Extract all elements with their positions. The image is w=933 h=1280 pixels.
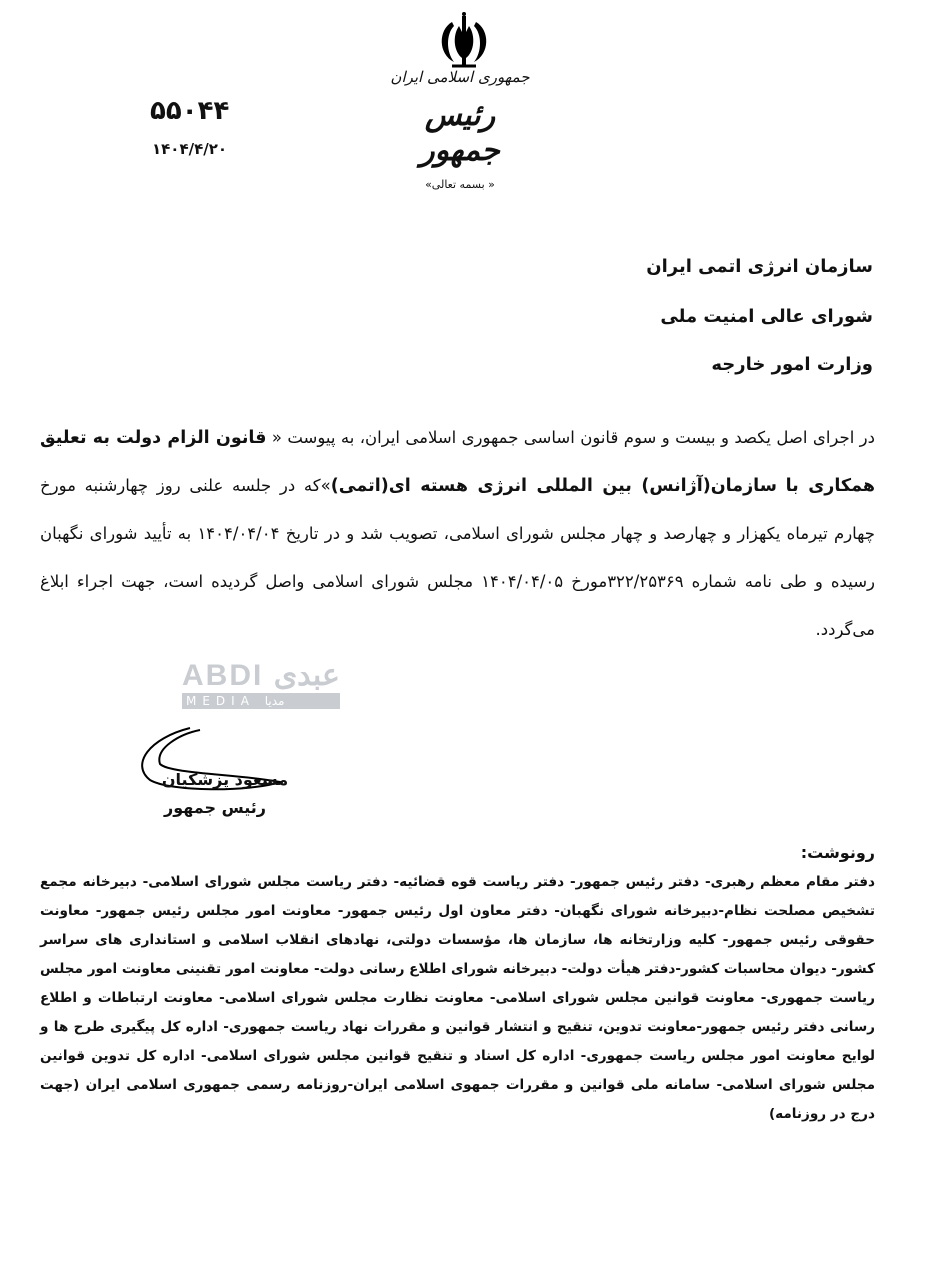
cc-line: مصلحت نظام-دبیرخانه شورای نگهبان- دفتر معاون اول رئیس جمهور- معاونت امور مجلس رئیس جمهور- معاونت حقوقی رئیس جمهور- <box>40 903 876 948</box>
recipient: سازمان انرژی اتمی ایران <box>646 256 873 277</box>
signatory-title: رئیس جمهور <box>164 798 266 817</box>
letter-body <box>40 414 875 654</box>
cc-line: جمهوری اسلامی ایران (جهت درج در روزنامه) <box>40 1077 875 1122</box>
signature-area <box>40 658 875 828</box>
signatory-name: مسعود پزشکیان <box>161 770 289 789</box>
cc-list <box>40 868 875 1129</box>
cc-line: و مقررات نهاد ریاست جمهوری- اداره کل پیگیری طرح ها و لوایح معاونت امور مجلس ریاست جمهوری- اداره کل اسناد و تنقیح قوانین <box>40 1019 875 1064</box>
iran-emblem-icon <box>432 12 496 70</box>
body-line-3: مجلس شورای اسلامی، تصویب شد و در تاریخ ۱۴۰۴/۰۴/۰۴ به تأیید شورای نگهبان رسیده و طی نامه شماره ۳۲۲/۲۵۳۶۹مورخ <box>40 524 875 591</box>
letter-number: ۵۵۰۴۴ <box>150 96 230 126</box>
cc-line: کلیه وزارتخانه ها، سازمان ها، مؤسسات دولتی، نهادهای انقلاب اسلامی و استانداری های سراسر کشور- دیوان محاسبات کشور-دفتر هیأت <box>40 932 875 977</box>
law-title: قانون الزام دولت به تعلیق همکاری با <box>40 428 875 496</box>
invocation: « بسمه تعالی» <box>425 178 495 191</box>
cc-line: مجلس شورای اسلامی- اداره کل تدوین قوانین مجلس شورای اسلامی- سامانه ملی قوانین و مقررات جمهوی اسلامی ایران-روزنامه رسمی <box>40 1048 876 1093</box>
letter-date: ۱۴۰۴/۴/۲۰ <box>152 140 228 158</box>
watermark-brand: ABDI <box>182 659 264 692</box>
watermark-sub: MEDIA <box>186 694 255 708</box>
recipient: وزارت امور خارجه <box>711 354 873 375</box>
office-title: رئیس جمهور <box>420 98 500 168</box>
cc-line: اسلامی- معاونت نظارت مجلس شورای اسلامی- معاونت ارتباطات و اطلاع رسانی دفتر رئیس جمهور-معاونت تدوین، تنقیح و انتشار قوانین <box>40 990 876 1035</box>
letter-content <box>40 414 875 1129</box>
cc-line: دولت- دبیرخانه شورای اطلاع رسانی دولت- معاونت امور تقنینی معاونت امور مجلس ریاست جمهوری- معاونت قوانین مجلس شورای <box>40 961 875 1006</box>
body-text: در اجرای اصل یکصد و بیست و سوم قانون اساسی جمهوری اسلامی ایران، به پیوست « <box>266 428 876 447</box>
watermark-sub-fa: مدیا <box>264 694 285 708</box>
body-text: »که در جلسه علنی روز چهارشنبه مورخ چهارم تیرماه یکهزار و چهارصد و چهار <box>40 476 875 543</box>
recipient: شورای عالی امنیت ملی <box>660 306 873 327</box>
watermark-brand-fa: عبدی <box>273 659 340 692</box>
country-name: جمهوری اسلامی ایران <box>390 68 530 86</box>
abdi-media-watermark <box>182 658 340 709</box>
law-title: سازمان(آژانس) بین المللی انرژی هسته ای(اتمی) <box>330 476 777 496</box>
cc-heading: رونوشت: <box>800 843 875 862</box>
cc-line: دفتر مقام معظم رهبری- دفتر رئیس جمهور- دفتر ریاست قوه قضائیه- دفتر ریاست مجلس شورای اسلامی- دبیرخانه مجمع تشخیص <box>40 874 875 919</box>
body-line-4: ۱۴۰۴/۰۴/۰۵ مجلس شورای اسلامی واصل گردیده است، جهت اجراء ابلاغ می‌گردد. <box>40 572 875 639</box>
